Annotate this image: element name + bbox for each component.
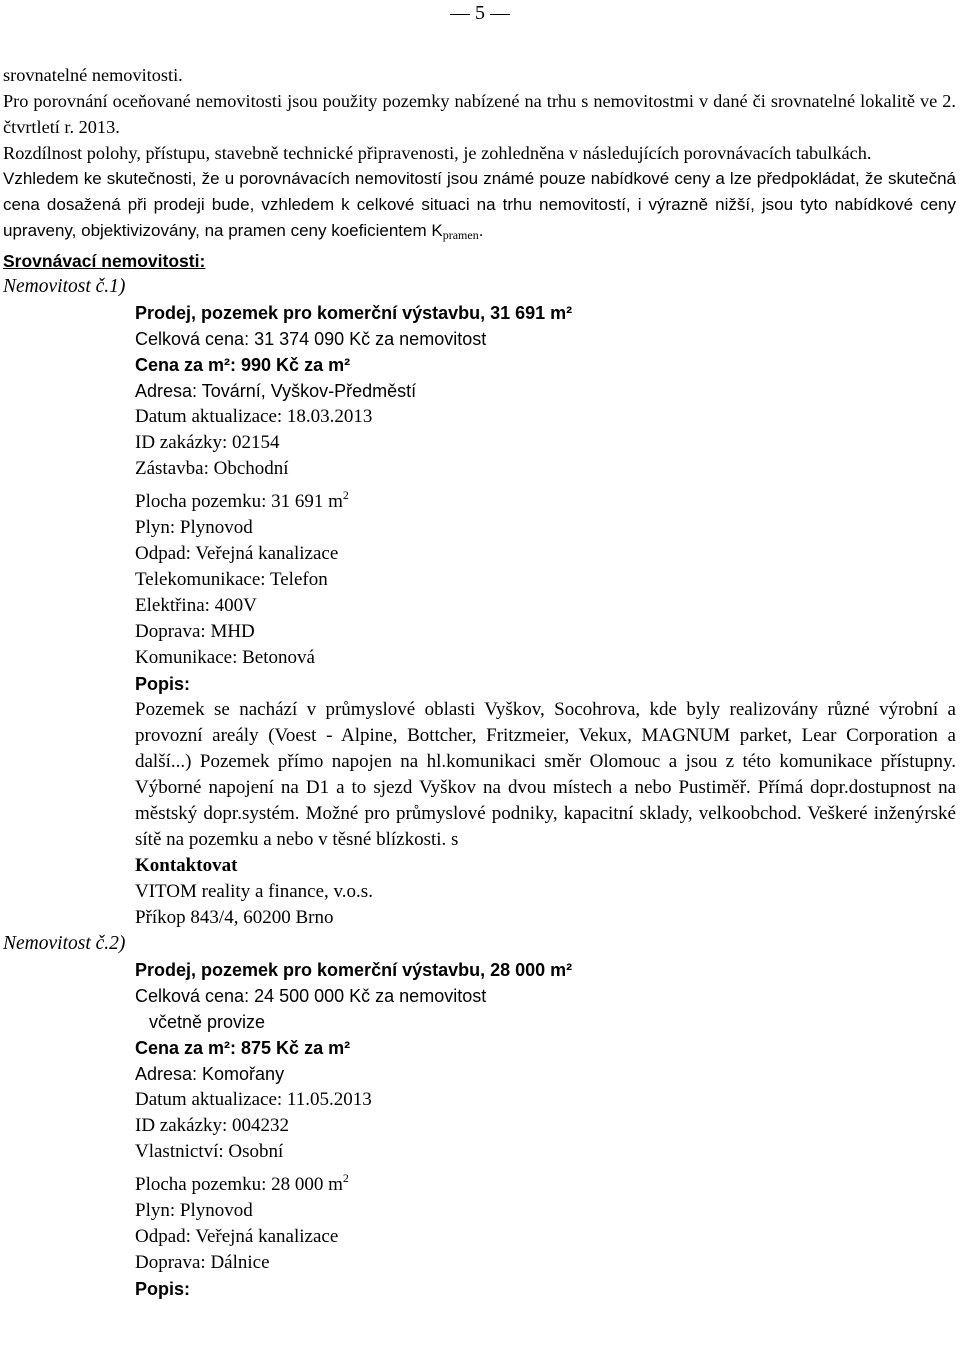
property-1-area-text: Plocha pozemku: 31 691 m <box>135 491 343 512</box>
property-1-contact-address: Příkop 843/4, 60200 Brno <box>135 907 334 928</box>
property-2-transport: Doprava: Dálnice <box>135 1252 270 1273</box>
intro-line: srovnatelné nemovitosti. <box>3 65 183 85</box>
property-2-desc-label: Popis: <box>135 1279 191 1299</box>
property-1-order-id: ID zakázky: 02154 <box>135 432 280 453</box>
property-1-updated: Datum aktualizace: 18.03.2013 <box>135 406 373 427</box>
page-number: — 5 — <box>450 2 510 24</box>
property-2-details <box>3 957 956 1302</box>
property-1-price-m2: Cena za m²: 990 Kč za m² <box>135 355 351 375</box>
property-1-address: Adresa: Tovární, Vyškov-Předměstí <box>135 381 417 401</box>
property-2-area <box>135 1165 956 1198</box>
property-1-contact-label: Kontaktovat <box>135 855 238 876</box>
property-1-contact-name: VITOM reality a finance, v.o.s. <box>135 881 373 902</box>
property-2-including: včetně provize <box>149 1012 266 1032</box>
property-2-sewage: Odpad: Veřejná kanalizace <box>135 1226 339 1247</box>
property-2-updated: Datum aktualizace: 11.05.2013 <box>135 1089 372 1110</box>
property-2-gas: Plyn: Plynovod <box>135 1200 253 1221</box>
intro-paragraph-coefficient <box>3 166 956 248</box>
section-heading: Srovnávací nemovitosti: <box>3 251 206 271</box>
property-2-ownership: Vlastnictví: Osobní <box>135 1141 284 1162</box>
property-1-area-sup: 2 <box>342 488 349 502</box>
document-body <box>3 62 956 1302</box>
property-1-electricity: Elektřina: 400V <box>135 595 257 616</box>
property-2-area-sup: 2 <box>342 1171 349 1185</box>
property-1-description: Pozemek se nachází v průmyslové oblasti Vyškov, Socohrova, kde byly realizovány různé výrobní a provozní areály (Voest - Alpine, Bottcher, Fritzmeier, Vekux, MAGNUM parket, Lear Corporation a další...) Pozemek přímo napojen na hl.komunikaci směr Olomouc a jsou z této komunikace přístupny. Výborné napojení na D1 a to sjezd Vyškov na dvou místech a nebo Pustiměř. Přímá dopr.dostupnost na městský dopr.systém. Možné pro průmyslové podniky, kapacitní sklady, velkoobchod. Veškeré inženýrské sítě na pozemku a nebo v těsné blízkosti. s <box>135 699 956 850</box>
property-2-label: Nemovitost č.2) <box>3 933 126 954</box>
coefficient-subscript: pramen <box>442 228 479 242</box>
property-1-desc-label: Popis: <box>135 674 191 694</box>
property-1-area <box>135 482 956 515</box>
coefficient-text: Vzhledem ke skutečnosti, že u porovnávacích nemovitostí jsou známé pouze nabídkové ceny a lze předpokládat, že skutečná cena dosažená při prodeji bude, vzhledem k celkové situaci na trhu nemovitostí, i výrazně nižší, jsou tyto nabídkové ceny upraveny, objektivizovány, na pramen ceny koeficientem K <box>3 169 956 240</box>
property-1-road: Komunikace: Betonová <box>135 647 315 668</box>
property-1-details <box>3 300 956 931</box>
property-2-order-id: ID zakázky: 004232 <box>135 1115 290 1136</box>
property-1-total-price: Celková cena: 31 374 090 Kč za nemovitost <box>135 329 487 349</box>
property-1-sewage: Odpad: Veřejná kanalizace <box>135 543 339 564</box>
coefficient-end: . <box>478 221 484 240</box>
property-2-total-price: Celková cena: 24 500 000 Kč za nemovitost <box>135 986 487 1006</box>
property-1-transport: Doprava: MHD <box>135 621 255 642</box>
property-1-gas: Plyn: Plynovod <box>135 517 253 538</box>
intro-paragraph-differences: Rozdílnost polohy, přístupu, stavebně technické připravenosti, je zohledněna v následujících porovnávacích tabulkách. <box>3 143 872 163</box>
property-2-title: Prodej, pozemek pro komerční výstavbu, 28 000 m² <box>135 960 573 980</box>
intro-paragraph-comparison: Pro porovnání oceňované nemovitosti jsou použity pozemky nabízené na trhu s nemovitostmi v dané či srovnatelné lokalitě ve 2. čtvrtletí r. 2013. <box>3 91 956 137</box>
property-2-price-m2: Cena za m²: 875 Kč za m² <box>135 1038 351 1058</box>
property-1-title: Prodej, pozemek pro komerční výstavbu, 31 691 m² <box>135 303 573 323</box>
property-2-area-text: Plocha pozemku: 28 000 m <box>135 1174 343 1195</box>
property-1-label: Nemovitost č.1) <box>3 276 126 297</box>
property-1-telecom: Telekomunikace: Telefon <box>135 569 328 590</box>
property-1-zoning: Zástavba: Obchodní <box>135 458 289 479</box>
property-2-address: Adresa: Komořany <box>135 1064 285 1084</box>
